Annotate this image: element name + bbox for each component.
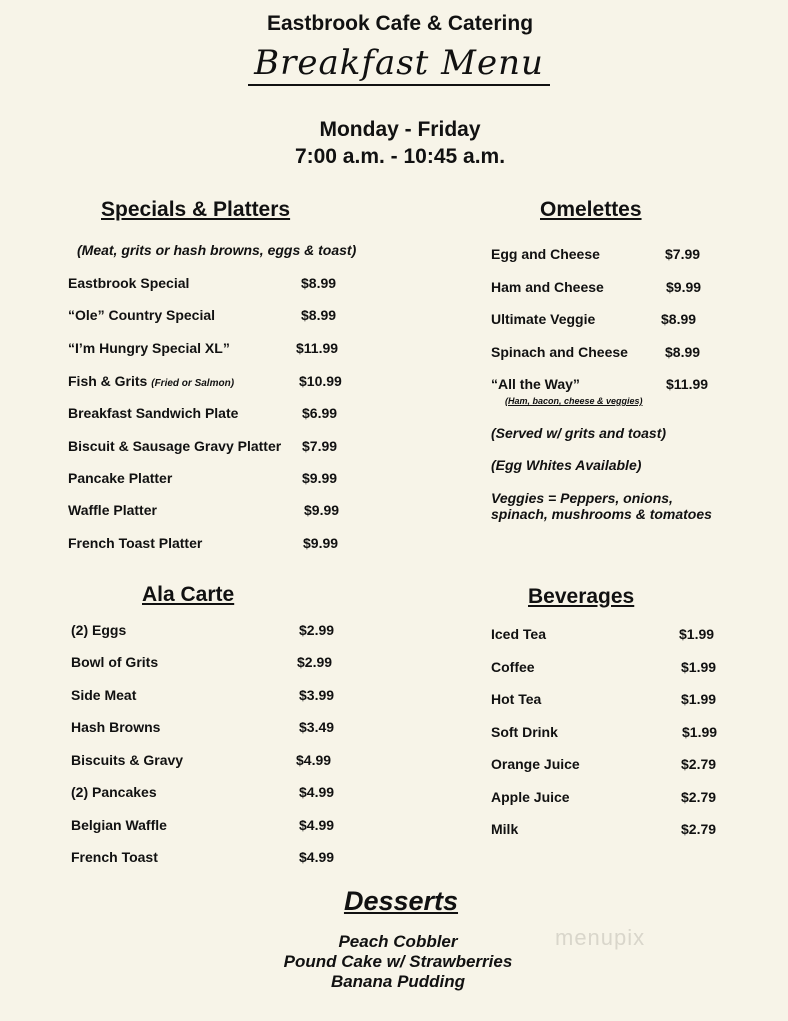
menu-item-name: Pancake Platter xyxy=(68,470,173,486)
service-hours: 7:00 a.m. - 10:45 a.m. xyxy=(294,145,506,168)
menu-item-name: Soft Drink xyxy=(491,724,558,740)
menu-title: Breakfast Menu xyxy=(248,42,550,86)
menu-item-note: (Fried or Salmon) xyxy=(151,378,235,389)
menu-item-name: Coffee xyxy=(491,659,535,675)
menu-item-price: $11.99 xyxy=(666,376,709,392)
omelettes-veggies-line2: spinach, mushrooms & tomatoes xyxy=(491,506,712,522)
menu-item-name: (2) Pancakes xyxy=(71,784,157,800)
menu-item-price: $1.99 xyxy=(682,724,718,740)
menu-item-name: Bowl of Grits xyxy=(71,654,159,670)
menu-item-price: $8.99 xyxy=(301,307,337,323)
menu-item-price: $10.99 xyxy=(299,373,342,389)
menu-item-name: Waffle Platter xyxy=(68,502,157,518)
section-title-specials: Specials & Platters xyxy=(101,198,291,221)
menu-item-name: Biscuits & Gravy xyxy=(71,752,184,768)
menu-item-name: Hot Tea xyxy=(491,691,542,707)
menu-item-name: French Toast Platter xyxy=(68,535,203,551)
menu-item-price: $2.79 xyxy=(681,789,717,805)
menu-item-name: Hash Browns xyxy=(71,719,161,735)
menu-item-price: $4.99 xyxy=(299,849,335,865)
section-title-ala-carte: Ala Carte xyxy=(142,583,235,606)
omelettes-veggies-line1: Veggies = Peppers, onions, xyxy=(491,490,673,506)
restaurant-name: Eastbrook Cafe & Catering xyxy=(266,12,534,35)
menu-item-price: $1.99 xyxy=(681,691,717,707)
menu-item-price: $9.99 xyxy=(666,279,702,295)
section-title-beverages: Beverages xyxy=(528,585,635,608)
menu-item-price: $2.99 xyxy=(297,654,333,670)
menu-item-price: $4.99 xyxy=(299,817,335,833)
menu-item-name: Ham and Cheese xyxy=(491,279,604,295)
menu-item-price: $1.99 xyxy=(681,659,717,675)
menu-item-fish-grits xyxy=(68,373,234,389)
menu-item-price: $3.49 xyxy=(299,719,335,735)
menu-item-price: $7.99 xyxy=(665,246,701,262)
dessert-item: Banana Pudding xyxy=(330,972,466,991)
menu-item-price: $3.99 xyxy=(299,687,335,703)
menu-item-name: Breakfast Sandwich Plate xyxy=(68,405,239,421)
menu-item-name: Side Meat xyxy=(71,687,137,703)
menu-item-name: “I’m Hungry Special XL” xyxy=(68,340,230,356)
menu-item-name: Eastbrook Special xyxy=(68,275,190,291)
menu-item-name: Egg and Cheese xyxy=(491,246,600,262)
menu-item-name: (2) Eggs xyxy=(71,622,127,638)
section-title-omelettes: Omelettes xyxy=(540,198,642,221)
menu-item-name: Belgian Waffle xyxy=(71,817,167,833)
watermark: menupix xyxy=(555,925,646,950)
menu-item-name: “All the Way” xyxy=(491,376,580,392)
specials-subtitle: (Meat, grits or hash browns, eggs & toast) xyxy=(77,242,357,258)
section-title-desserts: Desserts xyxy=(343,886,459,916)
menu-item-name: Orange Juice xyxy=(491,756,580,772)
menu-item-price: $6.99 xyxy=(302,405,338,421)
all-the-way-note: (Ham, bacon, cheese & veggies) xyxy=(505,396,643,406)
menu-item-price: $1.99 xyxy=(679,626,715,642)
menu-item-price: $2.79 xyxy=(681,821,717,837)
menu-item-name: Spinach and Cheese xyxy=(491,344,628,360)
menu-item-price: $9.99 xyxy=(302,470,338,486)
omelettes-served-with: (Served w/ grits and toast) xyxy=(491,425,667,441)
menu-item-name: Biscuit & Sausage Gravy Platter xyxy=(68,438,282,454)
menu-item-price: $4.99 xyxy=(299,784,335,800)
menu-item-price: $11.99 xyxy=(296,340,339,356)
dessert-item: Pound Cake w/ Strawberries xyxy=(283,952,513,971)
dessert-item: Peach Cobbler xyxy=(338,932,458,951)
menu-item-price: $8.99 xyxy=(665,344,701,360)
menu-item-price: $4.99 xyxy=(296,752,332,768)
menu-item-name: Iced Tea xyxy=(491,626,546,642)
menu-item-price: $9.99 xyxy=(304,502,340,518)
menu-item-name: “Ole” Country Special xyxy=(68,307,216,323)
menu-item-price: $2.79 xyxy=(681,756,717,772)
menu-item-name: Fish & Grits xyxy=(68,373,152,389)
menu-item-price: $8.99 xyxy=(301,275,337,291)
menu-item-price: $2.99 xyxy=(299,622,335,638)
menu-item-name: French Toast xyxy=(71,849,158,865)
menu-item-name: Ultimate Veggie xyxy=(491,311,596,327)
menu-item-price: $7.99 xyxy=(302,438,338,454)
menu-item-price: $8.99 xyxy=(661,311,697,327)
service-days: Monday - Friday xyxy=(319,118,481,141)
omelettes-egg-whites: (Egg Whites Available) xyxy=(491,457,642,473)
menu-item-name: Milk xyxy=(491,821,519,837)
menu-item-name: Apple Juice xyxy=(491,789,570,805)
menu-item-price: $9.99 xyxy=(303,535,339,551)
